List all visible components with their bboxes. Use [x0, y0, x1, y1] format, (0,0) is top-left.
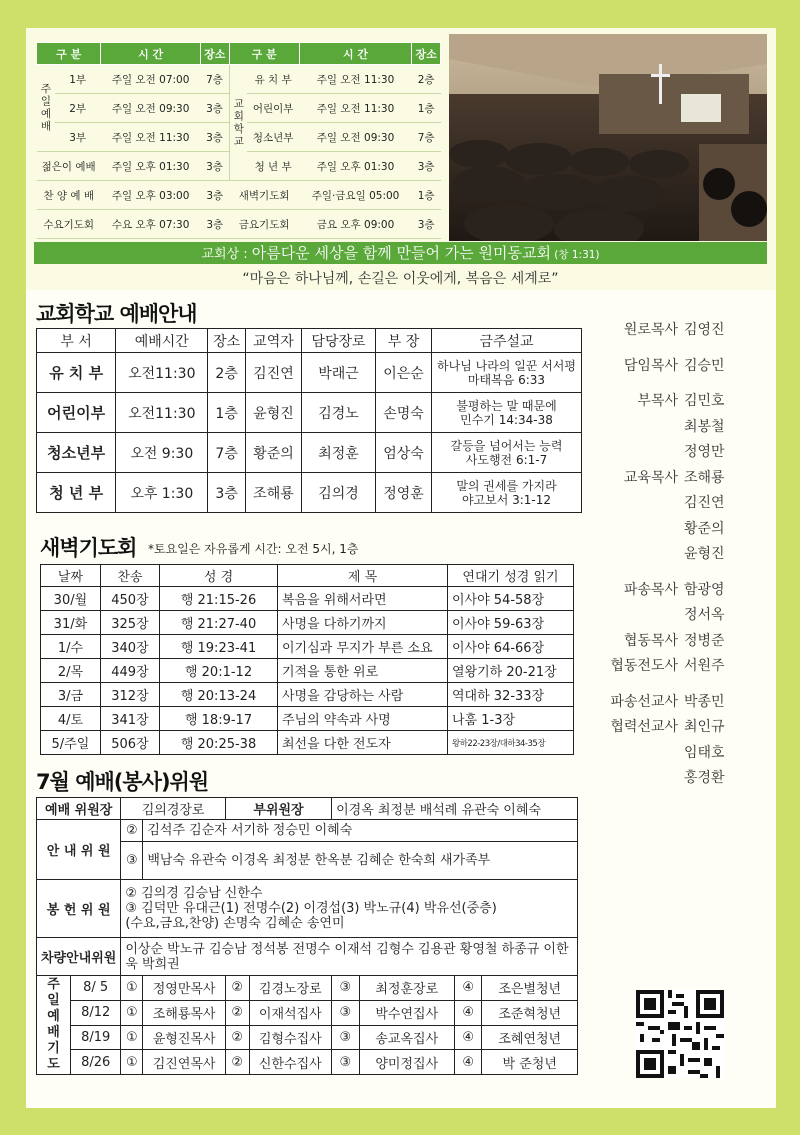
dept-name: 청 년 부 — [37, 473, 116, 513]
prayer-person: 조은별청년 — [482, 976, 578, 1001]
sermon-title: 하나님 나라의 일꾼 서서평 — [437, 358, 576, 373]
sermon-ref: 사도행전 6:1-7 — [465, 452, 548, 467]
date: 2/목 — [41, 659, 101, 683]
dept-head: 이은순 — [376, 353, 432, 393]
prayer-person: 조혜연청년 — [482, 1025, 578, 1050]
school-table — [36, 328, 582, 513]
sermon-title: 주님의 약속과 사명 — [278, 707, 448, 731]
prayer-row — [37, 1050, 578, 1075]
prayer-date: 8/19 — [71, 1025, 121, 1050]
service-name: 새벽기도회 — [229, 181, 299, 210]
staff-title: 부목사 — [637, 393, 678, 409]
reading: 나훔 1-3장 — [448, 707, 574, 731]
bible: 행 20:13-24 — [160, 683, 278, 707]
service-time: 주일 오후 03:00 — [101, 181, 201, 210]
col-header: 장소 — [200, 43, 229, 65]
banner-prefix: 교회상 : — [201, 247, 252, 262]
reading: 왕하22-23장/대하34-35장 — [448, 731, 574, 755]
elder: 최정훈 — [301, 433, 375, 473]
staff-name: 홍경환 — [684, 770, 725, 786]
service-place: 2층 — [412, 65, 441, 94]
table-row — [41, 731, 574, 755]
usher-names: 김석주 김순자 서기하 정승민 이혜숙 — [143, 820, 578, 842]
service-time: 금요 오후 09:00 — [299, 210, 412, 239]
col-header: 연대기 성경 읽기 — [448, 565, 574, 587]
order-mark: ④ — [454, 1025, 481, 1050]
col-header: 제 목 — [278, 565, 448, 587]
usher-label: 안 내 위 원 — [37, 820, 121, 880]
order-mark: ③ — [332, 1000, 359, 1025]
service-name: 3부 — [55, 123, 101, 152]
staff-name: 정병준 — [684, 632, 725, 649]
prayer-person: 윤형진목사 — [143, 1025, 226, 1050]
staff-row — [600, 690, 725, 716]
staff-row — [600, 440, 725, 466]
dawn-section-title: 새벽기도회 — [40, 536, 137, 560]
elder: 김경노 — [301, 393, 375, 433]
sermon-title: 기적을 통한 위로 — [278, 659, 448, 683]
table-row — [37, 393, 582, 433]
staff-name: 조해룡 — [684, 469, 725, 486]
service-time: 주일 오전 11:30 — [299, 65, 412, 94]
hymn: 341장 — [100, 707, 159, 731]
pastor: 황준의 — [246, 433, 302, 473]
prayer-person: 박수연집사 — [359, 1000, 454, 1025]
staff-title — [600, 415, 678, 441]
service-name: 2부 — [55, 94, 101, 123]
july-section-title: 7월 예배(봉사)위원 — [36, 770, 209, 794]
order-mark: ② — [225, 1000, 249, 1025]
prayer-person: 신한수집사 — [249, 1050, 332, 1075]
staff-title: 협력선교사 — [610, 719, 678, 735]
church-motto: “마음은 하나님께, 손길은 이웃에게, 복음은 세계로” — [242, 271, 559, 287]
staff-title — [600, 491, 678, 517]
service-place: 3층 — [200, 152, 229, 181]
staff-row — [600, 354, 725, 380]
date: 1/수 — [41, 635, 101, 659]
sermon-title: 갈등을 넘어서는 능력 — [450, 438, 563, 453]
offering-names — [121, 880, 578, 938]
col-header: 날짜 — [41, 565, 101, 587]
service-name: 어린이부 — [247, 94, 299, 123]
col-header: 교역자 — [246, 329, 302, 353]
prayer-label: 주일 예배 기도 — [37, 976, 71, 1075]
staff-title: 협동전도사 — [610, 658, 678, 674]
col-header: 부 서 — [37, 329, 116, 353]
order-mark: ③ — [332, 1025, 359, 1050]
prayer-person: 조해룡목사 — [143, 1000, 226, 1025]
col-header: 찬송 — [100, 565, 159, 587]
date: 3/금 — [41, 683, 101, 707]
staff-row — [600, 578, 725, 604]
service-time: 주일 오전 09:30 — [101, 94, 201, 123]
sermon-title: 사명을 감당하는 사람 — [278, 683, 448, 707]
offering-line: (수요,금요,찬양) 손명숙 김혜순 송연미 — [125, 916, 345, 931]
bible: 행 21:15-26 — [160, 587, 278, 611]
staff-row — [600, 389, 725, 415]
volunteer-table — [36, 797, 578, 1075]
staff-row — [600, 603, 725, 629]
service-name: 찬 양 예 배 — [37, 181, 101, 210]
staff-name: 김영진 — [684, 322, 725, 338]
bible: 행 20:25-38 — [160, 731, 278, 755]
pastor: 조해룡 — [246, 473, 302, 513]
service-time: 주일 오후 01:30 — [299, 152, 412, 181]
staff-name: 최봉철 — [684, 418, 725, 435]
service-place: 3층 — [200, 210, 229, 239]
sermon-title: 최선을 다한 전도자 — [278, 731, 448, 755]
order-mark: ② — [225, 1025, 249, 1050]
staff-name: 정영만 — [684, 444, 725, 460]
sermon — [432, 433, 582, 473]
prayer-row — [37, 1000, 578, 1025]
prayer-person: 이재석집사 — [249, 1000, 332, 1025]
service-name: 청소년부 — [247, 123, 299, 152]
dept-head: 엄상숙 — [376, 433, 432, 473]
reading: 역대하 32-33장 — [448, 683, 574, 707]
service-place: 7층 — [200, 65, 229, 94]
table-row — [37, 353, 582, 393]
staff-row — [600, 517, 725, 543]
worship-time: 오후 1:30 — [116, 473, 208, 513]
sermon-ref: 민수기 14:34-38 — [460, 412, 553, 427]
order-mark: ④ — [454, 1000, 481, 1025]
parking-label: 차량안내위원 — [37, 938, 121, 976]
table-row — [41, 683, 574, 707]
floor-mark: ③ — [121, 842, 143, 880]
group-label: 주일예배 — [37, 65, 55, 152]
prayer-date: 8/26 — [71, 1050, 121, 1075]
dawn-prayer-table — [40, 564, 574, 755]
staff-name: 김민호 — [684, 393, 725, 409]
place: 2층 — [208, 353, 246, 393]
hymn: 450장 — [100, 587, 159, 611]
staff-title: 파송선교사 — [610, 693, 678, 710]
col-header: 장소 — [412, 43, 441, 65]
staff-row — [600, 741, 725, 767]
service-name: 젊은이 예배 — [37, 152, 101, 181]
service-time: 주일 오전 11:30 — [299, 94, 412, 123]
col-header: 부 장 — [376, 329, 432, 353]
pastor: 윤형진 — [246, 393, 302, 433]
order-mark: ③ — [332, 1050, 359, 1075]
service-schedule-table — [36, 42, 441, 239]
prayer-row — [37, 1025, 578, 1050]
dept-name: 청소년부 — [37, 433, 116, 473]
staff-title — [600, 440, 678, 466]
hymn: 325장 — [100, 611, 159, 635]
place: 7층 — [208, 433, 246, 473]
floor-mark: ② — [121, 820, 143, 842]
staff-row — [600, 542, 725, 568]
prayer-date: 8/ 5 — [71, 976, 121, 1001]
staff-name: 임태호 — [684, 744, 725, 761]
order-mark: ④ — [454, 976, 481, 1001]
staff-title: 교육목사 — [623, 469, 678, 486]
service-time: 주일·금요일 05:00 — [299, 181, 412, 210]
bible: 행 19:23-41 — [160, 635, 278, 659]
staff-name: 김진연 — [684, 495, 725, 511]
place: 1층 — [208, 393, 246, 433]
usher-names: 백남숙 유관숙 이경옥 최정분 한옥분 김혜순 한숙희 새가족부 — [143, 842, 578, 880]
sermon — [432, 473, 582, 513]
staff-title — [600, 542, 678, 568]
sermon-title: 불평하는 말 때문에 — [456, 398, 557, 413]
service-place: 3층 — [200, 94, 229, 123]
prayer-person: 김형수집사 — [249, 1025, 332, 1050]
dept-name: 어린이부 — [37, 393, 116, 433]
banner-main: 아름다운 세상을 함께 만들어 가는 원미동교회 — [251, 244, 551, 262]
place: 3층 — [208, 473, 246, 513]
prayer-person: 최정훈장로 — [359, 976, 454, 1001]
bible: 행 20:1-12 — [160, 659, 278, 683]
vice-chair-names: 이경옥 최정분 배석례 유관숙 이혜숙 — [332, 798, 578, 820]
sermon — [432, 353, 582, 393]
table-row — [41, 587, 574, 611]
staff-name: 김승민 — [684, 357, 725, 374]
worship-time: 오전11:30 — [116, 353, 208, 393]
service-place: 1층 — [412, 94, 441, 123]
staff-title: 담임목사 — [623, 357, 678, 374]
service-time: 주일 오전 11:30 — [101, 123, 201, 152]
order-mark: ① — [121, 976, 143, 1001]
staff-title: 파송목사 — [623, 581, 678, 598]
bible: 행 21:27-40 — [160, 611, 278, 635]
col-header: 구 분 — [229, 43, 299, 65]
order-mark: ② — [225, 1050, 249, 1075]
staff-name: 박종민 — [684, 693, 725, 710]
sermon-ref: 마태복음 6:33 — [467, 372, 546, 387]
staff-name: 서원주 — [684, 658, 725, 674]
table-row — [37, 433, 582, 473]
staff-row — [600, 766, 725, 792]
sermon-title: 복음을 위해서라면 — [278, 587, 448, 611]
col-header: 장소 — [208, 329, 246, 353]
col-header: 시 간 — [101, 43, 201, 65]
dept-head: 손명숙 — [376, 393, 432, 433]
date: 5/주일 — [41, 731, 101, 755]
service-place: 3층 — [412, 210, 441, 239]
service-time: 주일 오전 09:30 — [299, 123, 412, 152]
worship-time: 오전11:30 — [116, 393, 208, 433]
reading: 열왕기하 20-21장 — [448, 659, 574, 683]
staff-title — [600, 603, 678, 629]
table-row — [41, 611, 574, 635]
staff-list — [600, 318, 725, 792]
hymn: 312장 — [100, 683, 159, 707]
service-place: 3층 — [200, 123, 229, 152]
table-row — [41, 707, 574, 731]
service-name: 금요기도회 — [229, 210, 299, 239]
sermon — [432, 393, 582, 433]
sanctuary-photo — [449, 34, 767, 241]
staff-title — [600, 766, 678, 792]
table-row — [41, 659, 574, 683]
staff-name: 윤형진 — [684, 546, 725, 562]
service-time: 주일 오후 01:30 — [101, 152, 201, 181]
prayer-person: 정영만목사 — [143, 976, 226, 1001]
hymn: 449장 — [100, 659, 159, 683]
staff-name: 정서옥 — [684, 607, 725, 623]
prayer-date: 8/12 — [71, 1000, 121, 1025]
prayer-person: 조준혁청년 — [482, 1000, 578, 1025]
staff-row — [600, 491, 725, 517]
elder: 김의경 — [301, 473, 375, 513]
reading: 이사야 59-63장 — [448, 611, 574, 635]
prayer-person: 송교옥집사 — [359, 1025, 454, 1050]
service-time: 수요 오후 07:30 — [101, 210, 201, 239]
prayer-person: 김경노장로 — [249, 976, 332, 1001]
staff-row — [600, 415, 725, 441]
table-row — [37, 473, 582, 513]
dept-name: 유 치 부 — [37, 353, 116, 393]
table-row — [41, 635, 574, 659]
order-mark: ② — [225, 976, 249, 1001]
order-mark: ① — [121, 1050, 143, 1075]
order-mark: ④ — [454, 1050, 481, 1075]
service-name: 유 치 부 — [247, 65, 299, 94]
service-place: 7층 — [412, 123, 441, 152]
staff-title — [600, 741, 678, 767]
prayer-person: 김진연목사 — [143, 1050, 226, 1075]
vice-chair-label: 부위원장 — [225, 798, 331, 820]
order-mark: ① — [121, 1025, 143, 1050]
offering-line: ③ 김덕만 유대근(1) 전명수(2) 이경섭(3) 박노규(4) 박유선(중층) — [125, 901, 497, 916]
order-mark: ① — [121, 1000, 143, 1025]
qr-code[interactable] — [636, 990, 724, 1078]
worship-time: 오전 9:30 — [116, 433, 208, 473]
staff-name: 함광영 — [684, 581, 725, 598]
col-header: 금주설교 — [432, 329, 582, 353]
hymn: 340장 — [100, 635, 159, 659]
service-name: 1부 — [55, 65, 101, 94]
staff-title — [600, 517, 678, 543]
service-name: 청 년 부 — [247, 152, 299, 181]
worship-chair-label: 예배 위원장 — [37, 798, 121, 820]
reading: 이사야 54-58장 — [448, 587, 574, 611]
col-header: 구 분 — [37, 43, 101, 65]
banner-ref: (창 1:31) — [550, 249, 600, 261]
worship-chair: 김의경장로 — [121, 798, 226, 820]
order-mark: ③ — [332, 976, 359, 1001]
col-header: 예배시간 — [116, 329, 208, 353]
sermon-title: 사명을 다하기까지 — [278, 611, 448, 635]
reading: 이사야 64-66장 — [448, 635, 574, 659]
staff-name: 최인규 — [684, 719, 725, 735]
sermon-title: 이기심과 무지가 부른 소요 — [278, 635, 448, 659]
staff-name: 황준의 — [684, 520, 725, 537]
date: 31/화 — [41, 611, 101, 635]
pastor: 김진연 — [246, 353, 302, 393]
staff-title: 협동목사 — [623, 632, 678, 649]
col-header: 시 간 — [299, 43, 412, 65]
staff-row — [600, 466, 725, 492]
staff-row — [600, 654, 725, 680]
parking-names: 이상순 박노규 김승남 정석봉 전명수 이재석 김형수 김용관 황영철 하종규 이한욱 박희권 — [121, 938, 578, 976]
staff-title: 원로목사 — [623, 322, 678, 338]
dept-head: 정영훈 — [376, 473, 432, 513]
service-time: 주일 오전 07:00 — [101, 65, 201, 94]
service-place: 3층 — [200, 181, 229, 210]
col-header: 성 경 — [160, 565, 278, 587]
prayer-person: 양미정집사 — [359, 1050, 454, 1075]
prayer-person: 박 준청년 — [482, 1050, 578, 1075]
school-section-title: 교회학교 예배안내 — [36, 302, 197, 326]
staff-row — [600, 318, 725, 344]
bible: 행 18:9-17 — [160, 707, 278, 731]
hymn: 506장 — [100, 731, 159, 755]
service-name: 수요기도회 — [37, 210, 101, 239]
group-label: 교회학교 — [229, 65, 247, 181]
dawn-note: *토요일은 자유롭게 시간: 오전 5시, 1층 — [148, 542, 359, 556]
date: 4/토 — [41, 707, 101, 731]
prayer-row — [37, 976, 578, 1001]
service-place: 3층 — [412, 152, 441, 181]
offering-line: ② 김의경 김승남 신한수 — [125, 886, 263, 901]
church-vision-banner — [34, 242, 767, 264]
staff-row — [600, 715, 725, 741]
elder: 박래근 — [301, 353, 375, 393]
col-header: 담당장로 — [301, 329, 375, 353]
service-place: 1층 — [412, 181, 441, 210]
date: 30/월 — [41, 587, 101, 611]
staff-row — [600, 629, 725, 655]
offering-label: 봉 헌 위 원 — [37, 880, 121, 938]
sermon-title: 말의 권세를 가지라 — [456, 478, 557, 493]
sermon-ref: 야고보서 3:1-12 — [461, 492, 552, 507]
